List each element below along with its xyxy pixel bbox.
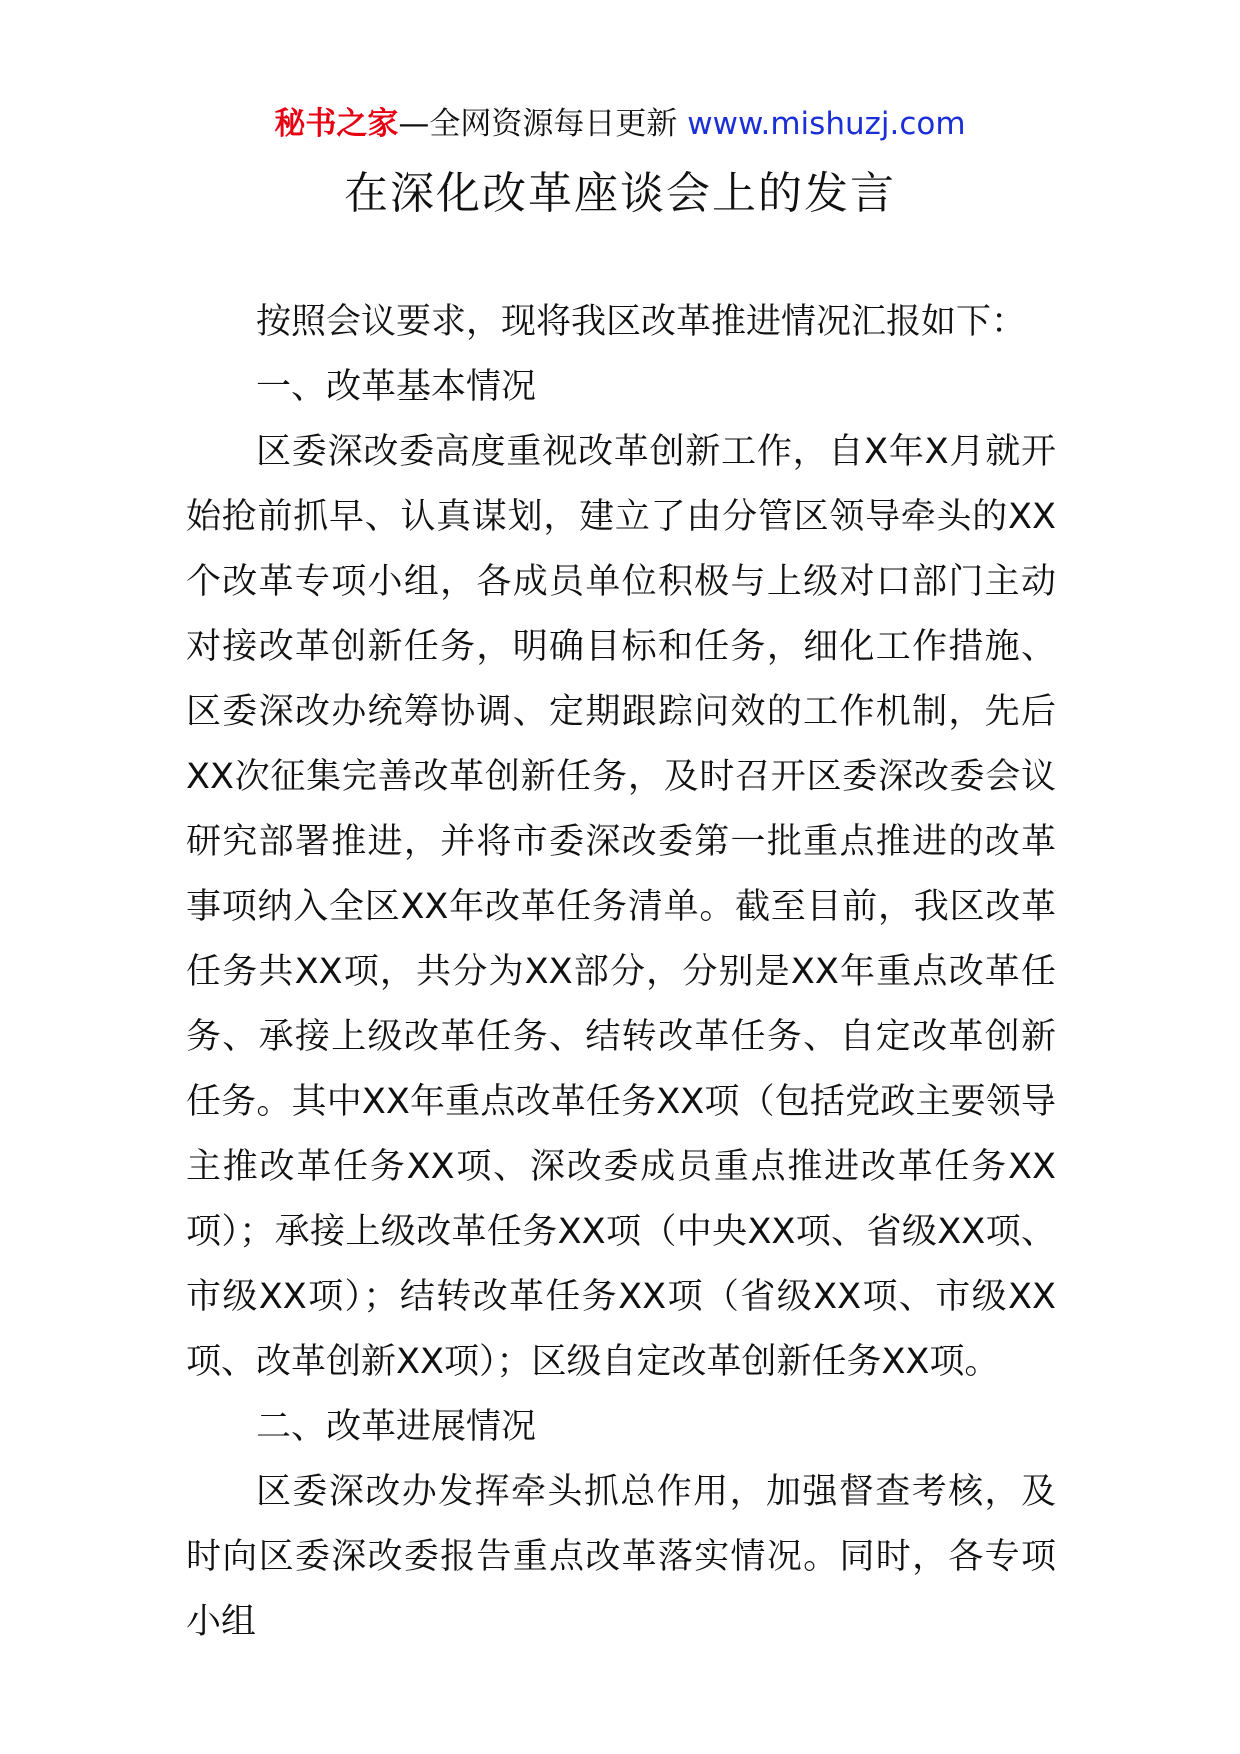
intro-paragraph: 按照会议要求，现将我区改革推进情况汇报如下： <box>256 302 1027 342</box>
body-paragraph-2: 区委深改办发挥牵头抓总作用，加强督查考核，及时向区委深改委报告重点改革落实情况。同时，各专项小组 <box>186 1472 1056 1642</box>
section-heading-2: 二、改革进展情况 <box>256 1407 537 1447</box>
document-body <box>186 290 1056 1655</box>
site-header <box>0 102 1240 146</box>
header-tagline: —全网资源每日更新 <box>398 106 678 142</box>
site-url-link[interactable]: www.mishuzj.com <box>687 106 966 142</box>
body-paragraph-1: 区委深改委高度重视改革创新工作，自X年X月就开始抢前抓早、认真谋划，建立了由分管区领导牵头的XX个改革专项小组，各成员单位积极与上级对口部门主动对接改革创新任务，明确目标和任务，细化工作措施、区委深改办统筹协调、定期跟踪问效的工作机制，先后XX次征集完善改革创新任务，及时召开区委深改委会议研究部署推进，并将市委深改委第一批重点推进的改革事项纳入全区XX年改革任务清单。截至目前，我区改革任务共XX项，共分为XX部分，分别是XX年重点改革任务、承接上级改革任务、结转改革任务、自定改革创新任务。其中XX年重点改革任务XX项（包括党政主要领导主推改革任务XX项、深改委成员重点推进改革任务XX项）；承接上级改革任务XX项（中央XX项、省级XX项、市级XX项）；结转改革任务XX项（省级XX项、市级XX项、改革创新XX项）；区级自定改革创新任务XX项。 <box>186 432 1056 1382</box>
document-title: 在深化改革座谈会上的发言 <box>344 168 896 219</box>
section-heading-1: 一、改革基本情况 <box>256 367 537 407</box>
brand-name: 秘书之家 <box>274 106 399 142</box>
